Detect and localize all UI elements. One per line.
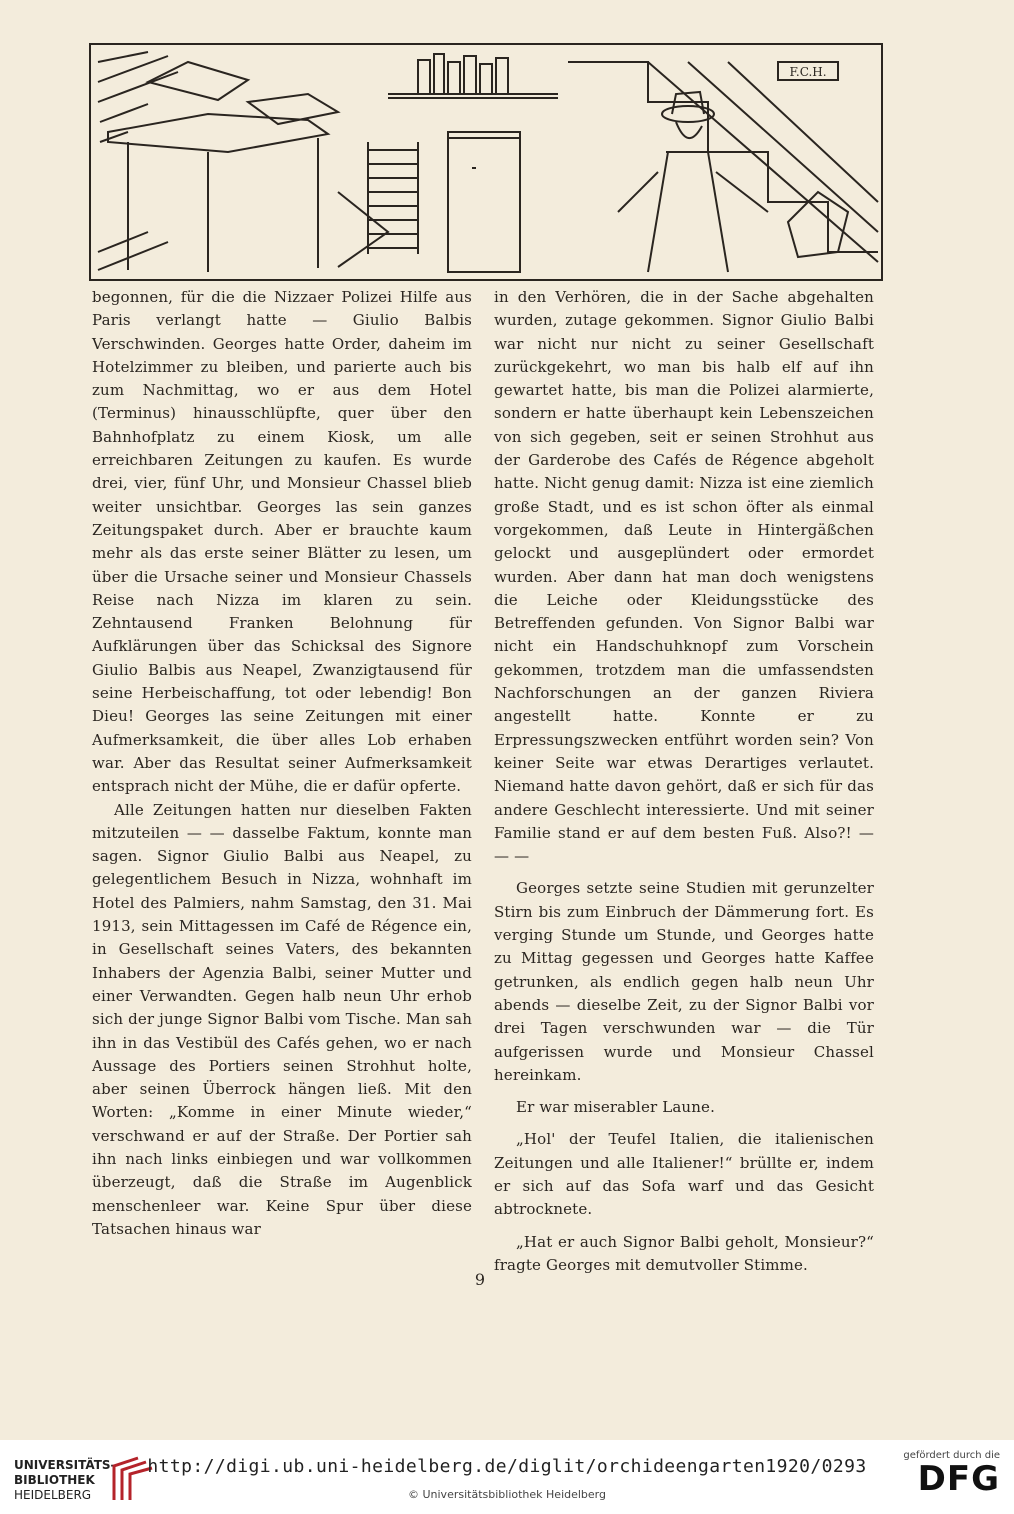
library-name-line3: HEIDELBERG [14, 1488, 92, 1502]
permalink-url[interactable]: http://digi.ub.uni-heidelberg.de/diglit/orchideengarten1920/0293 [147, 1456, 867, 1477]
text-column-right [494, 286, 874, 1277]
illustration-signature: F.C.H. [789, 65, 827, 79]
paragraph: Er war miserabler Laune. [516, 1098, 716, 1117]
paragraph: „Hat er auch Signor Balbi geholt, Monsieur?“ fragte Georges mit demutvoller Stimme. [494, 1232, 874, 1274]
funder-label: gefördert durch die [903, 1450, 1000, 1461]
library-name-line1: UNIVERSITÄTS- [14, 1458, 116, 1472]
paragraph: „Hol' der Teufel Italien, die italienischen Zeitungen und alle Italiener!“ brüllte er, indem er sich auf das Sofa warf und das Gesicht abtrocknete. [494, 1130, 874, 1219]
dfg-logo-text: DFG [917, 1459, 1000, 1499]
paragraph: in den Verhören, die in der Sache abgehalten wurden, zutage gekommen. Signor Giulio Balbi war nicht nur nicht zu seiner Gesellschaft zurückgekehrt, wo man bis halb elf auf ihn gewartet hatte, bis man die Polizei alarmierte, sondern er hatte überhaupt kein Lebenszeichen von sich gegeben, seit er seinen Strohhut aus der Garderobe des Cafés de Régence abgeholt hatte. Nicht genug damit: Nizza ist eine ziemlich große Stadt, und es ist schon öfter als einmal vorgekommen, daß Leute in Hintergäßchen gelockt und ausgeplündert oder ermordet wurden. Aber dann hat man doch wenigstens die Leiche oder Kleidungsstücke des Betreffenden gefunden. Von Signor Balbi war nicht ein Handschuhknopf zum Vorschein gekommen, trotzdem man die umfassendsten Nachforschungen an der ganzen Riviera angestellt hatte. Konnte er zu Erpressungszwecken entführt worden sein? Von keiner Seite war etwas Derartiges verlautet. Niemand hatte davon gehört, daß er sich für das andere Geschlecht interessierte. Und mit seiner Familie stand er auf dem besten Fuß. Also?! — — — [494, 288, 874, 866]
funder-logo[interactable] [890, 1450, 1000, 1508]
footer-bar [0, 1440, 1014, 1514]
woodcut-illustration [88, 42, 884, 282]
paragraph: Georges setzte seine Studien mit gerunzelter Stirn bis zum Einbruch der Dämmerung fort. Es verging Stunde um Stunde, und Georges hatte zu Mittag gegessen und Georges hatte Kaffee getrunken, als endlich gegen halb neun Uhr abends — dieselbe Zeit, zu der Signor Balbi vor drei Tagen verschwunden war — die Tür aufgerissen wurde und Monsieur Chassel hereinkam. [494, 879, 874, 1084]
library-name-line2: BIBLIOTHEK [14, 1473, 95, 1487]
paragraph: begonnen, für die die Nizzaer Polizei Hilfe aus Paris verlangt hatte — Giulio Balbis Verschwinden. Georges hatte Order, daheim im Hotelzimmer zu bleiben, und parierte auch bis zum Nachmittag, wo er aus dem Hotel (Terminus) hinausschlüpfte, quer über den Bahnhofplatz zu einem Kiosk, um alle erreichbaren Zeitungen zu kaufen. Es wurde drei, vier, fünf Uhr, und Monsieur Chassel blieb weiter unsichtbar. Georges las sein ganzes Zeitungspaket durch. Aber er brauchte kaum mehr als das erste seiner Blätter zu lesen, um über die Ursache seiner und Monsieur Chassels Reise nach Nizza im klaren zu sein. Zehntausend Franken Belohnung für Aufklärungen über das Schicksal des Signore Giulio Balbis aus Neapel, Zwanzigtausend für seine Herbeischaffung, tot oder lebendig! Bon Dieu! Georges las seine Zeitungen mit einer Aufmerksamkeit, die über alles Lob erhaben war. Aber das Resultat seiner Aufmerksamkeit entsprach nicht der Mühe, die er dafür opferte. [92, 288, 472, 796]
text-column-left [92, 286, 472, 1241]
page-number: 9 [474, 1270, 486, 1289]
copyright-notice: © Universitätsbibliothek Heidelberg [407, 1488, 606, 1501]
paragraph: Alle Zeitungen hatten nur dieselben Fakten mitzuteilen — — dasselbe Faktum, konnte man sagen. Signor Giulio Balbi aus Neapel, zu gelegentlichem Besuch in Nizza, wohnhaft im Hotel des Palmiers, nahm Samstag, den 31. Mai 1913, sein Mittagessen im Café de Régence ein, in Gesellschaft seines Vaters, des bekannten Inhabers der Agenzia Balbi, seiner Mutter und einer Verwandten. Gegen halb neun Uhr erhob sich der junge Signor Balbi vom Tische. Man sah ihn in das Vestibül des Cafés gehen, wo er nach Aussage des Portiers seinen Strohhut holte, aber seinen Überrock hängen ließ. Mit den Worten: „Komme in einer Minute wieder,“ verschwand er auf der Straße. Der Portier sah ihn nach links einbiegen und war vollkommen überzeugt, daß die Straße im Augenblick menschenleer war. Keine Spur über diese Tatsachen hinaus war [92, 800, 472, 1238]
